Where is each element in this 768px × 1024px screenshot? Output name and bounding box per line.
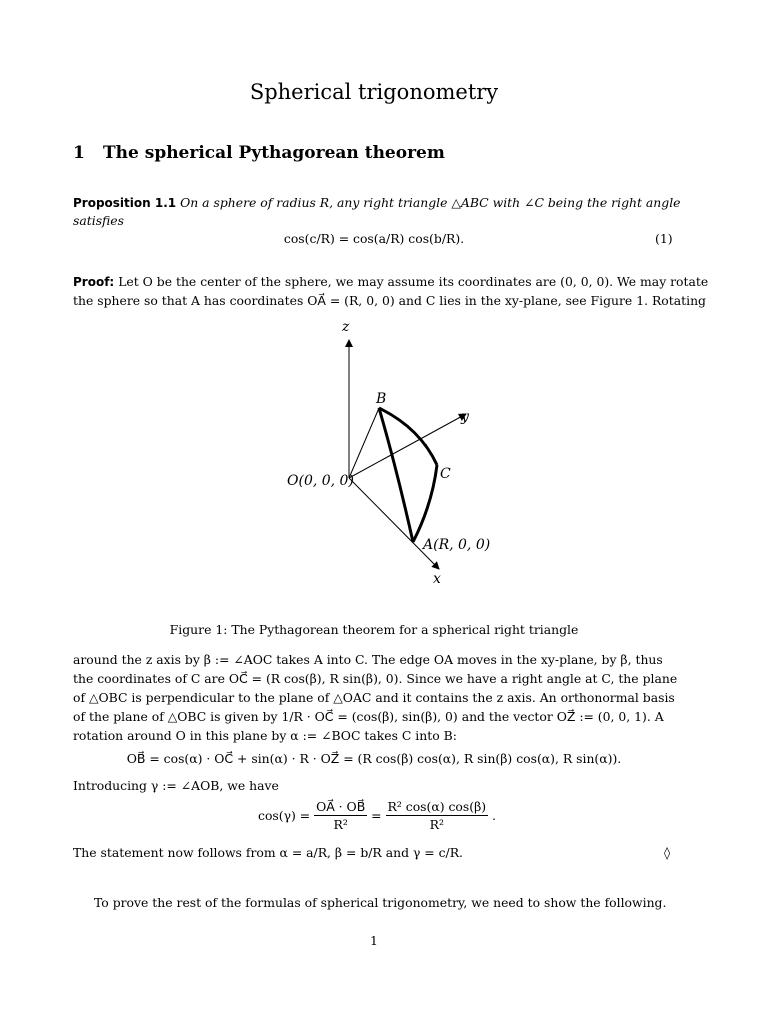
introducing-gamma: Introducing γ := ∠AOB, we have <box>73 778 279 793</box>
label-b: B <box>376 391 387 407</box>
equation-number: (1) <box>655 231 673 246</box>
radius-ob <box>349 408 379 478</box>
label-origin: O(0, 0, 0) <box>287 473 354 489</box>
gamma-period: . <box>492 808 496 823</box>
continuation-line-3: of △OBC is perpendicular to the plane of △OAC and it contains the z axis. An orthonormal basis <box>73 690 675 705</box>
proposition-statement-1: On a sphere of radius R, any right triangle △ABC with ∠C being the right angle <box>180 195 681 210</box>
page-number: 1 <box>370 933 378 948</box>
label-y: y <box>461 409 469 425</box>
proposition-equation: cos(c/R) = cos(a/R) cos(b/R). <box>283 231 465 246</box>
proposition-label: Proposition 1.1 <box>73 196 177 210</box>
edge-b <box>413 465 437 542</box>
section-heading <box>73 143 445 163</box>
statement-follows: The statement now follows from α = a/R, β = b/R and γ = c/R. <box>73 845 463 860</box>
qed-symbol: ◊ <box>664 845 671 860</box>
gamma-numerator-2: R² cos(α) cos(β) <box>387 799 487 814</box>
proof-label: Proof: <box>73 275 115 289</box>
gamma-fraction-2 <box>386 798 489 833</box>
gamma-numerator-1: OA⃗ · OB⃗ <box>316 799 366 814</box>
proposition-statement-2: satisfies <box>73 213 125 228</box>
gamma-denominator-1: R² <box>333 817 348 832</box>
proof-text-1: Let O be the center of the sphere, we may assume its coordinates are (0, 0, 0). We may rotate <box>118 274 709 289</box>
label-a: A(R, 0, 0) <box>423 537 491 553</box>
continuation-line-2: the coordinates of C are OC⃗ = (R cos(β), R sin(β), 0). Since we have a right angle at C, the plane <box>73 671 678 686</box>
figure-caption: Figure 1: The Pythagorean theorem for a spherical right triangle <box>169 622 579 637</box>
section-number: 1 <box>73 143 85 163</box>
gamma-fraction-1 <box>314 798 367 833</box>
equation-ob: OB⃗ = cos(α) · OC⃗ + sin(α) · R · OZ⃗ = (R cos(β) cos(α), R sin(β) cos(α), R sin(α)). <box>126 751 622 766</box>
figure-1-diagram <box>270 315 500 590</box>
proof-line-2: the sphere so that A has coordinates OA⃗ = (R, 0, 0) and C lies in the xy-plane, see Figure 1. Rotating <box>73 293 706 308</box>
closing-sentence: To prove the rest of the formulas of spherical trigonometry, we need to show the following. <box>94 895 667 910</box>
continuation-line-5: rotation around O in this plane by α := ∠BOC takes C into B: <box>73 728 457 743</box>
label-x: x <box>433 571 441 587</box>
gamma-equation <box>258 798 496 833</box>
label-c: C <box>440 466 451 482</box>
continuation-line-4: of the plane of △OBC is given by 1/R · OC⃗ = (cos(β), sin(β), 0) and the vector OZ⃗ := (0, 0, 1). A <box>73 709 664 724</box>
section-title: The spherical Pythagorean theorem <box>103 143 445 163</box>
continuation-line-1: around the z axis by β := ∠AOC takes A into C. The edge OA moves in the xy-plane, by β, thus <box>73 652 663 667</box>
proposition-line-1 <box>73 193 681 213</box>
gamma-denominator-2: R² <box>429 817 444 832</box>
document-title: Spherical trigonometry <box>249 80 499 104</box>
gamma-equals: = <box>371 808 382 823</box>
proof-line-1 <box>73 272 708 292</box>
gamma-lhs: cos(γ) = <box>258 808 311 823</box>
label-z: z <box>342 319 350 335</box>
x-axis <box>349 478 439 569</box>
